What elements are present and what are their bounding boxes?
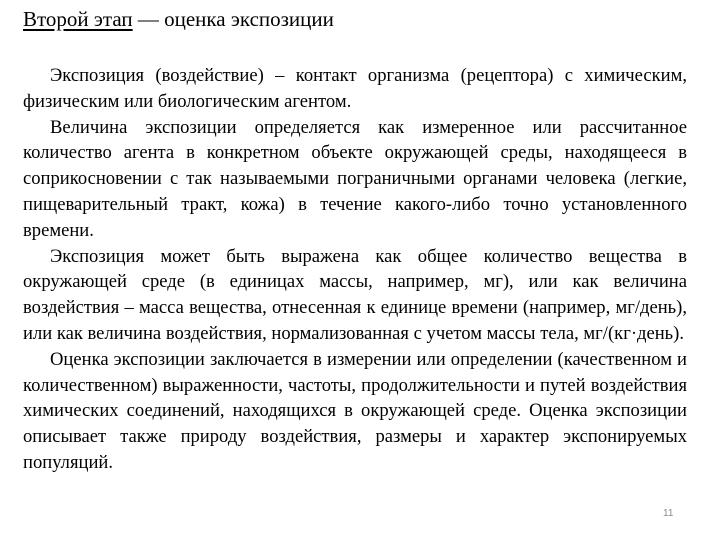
slide-title bbox=[23, 6, 334, 32]
paragraph-exposure-definition: Экспозиция (воздействие) – контакт организма (рецептора) с химическим, физическим или биологическим агентом. bbox=[23, 65, 687, 112]
page-number: 11 bbox=[663, 508, 674, 519]
paragraph-exposure-magnitude: Величина экспозиции определяется как измеренное или рассчитанное количество агента в конкретном объекте окружающей среды, находящееся в соприкосновении с так называемыми пограничными органами человека (легкие, пищеварительный тракт, кожа) в течение какого-либо точно установленного времени. bbox=[23, 116, 687, 241]
title-underlined-part: Второй этап bbox=[23, 7, 133, 31]
title-rest: — оценка экспозиции bbox=[132, 7, 334, 31]
paragraph-exposure-assessment: Оценка экспозиции заключается в измерении или определении (качественном и количественном) выраженности, частоты, продолжительности и путей воздействия химических соединений, находящихся в окружающей среде. Оценка экспозиции описывает также природу воздействия, размеры и характер экспонируемых популяций. bbox=[23, 348, 687, 473]
body-text bbox=[23, 63, 687, 476]
paragraph-exposure-expression: Экспозиция может быть выражена как общее количество вещества в окружающей среде (в единицах массы, например, мг), или как величина воздействия – масса вещества, отнесенная к единице времени (например, мг/день), или как величина воздействия, нормализованная с учетом массы тела, мг/(кг·день). bbox=[23, 245, 687, 344]
